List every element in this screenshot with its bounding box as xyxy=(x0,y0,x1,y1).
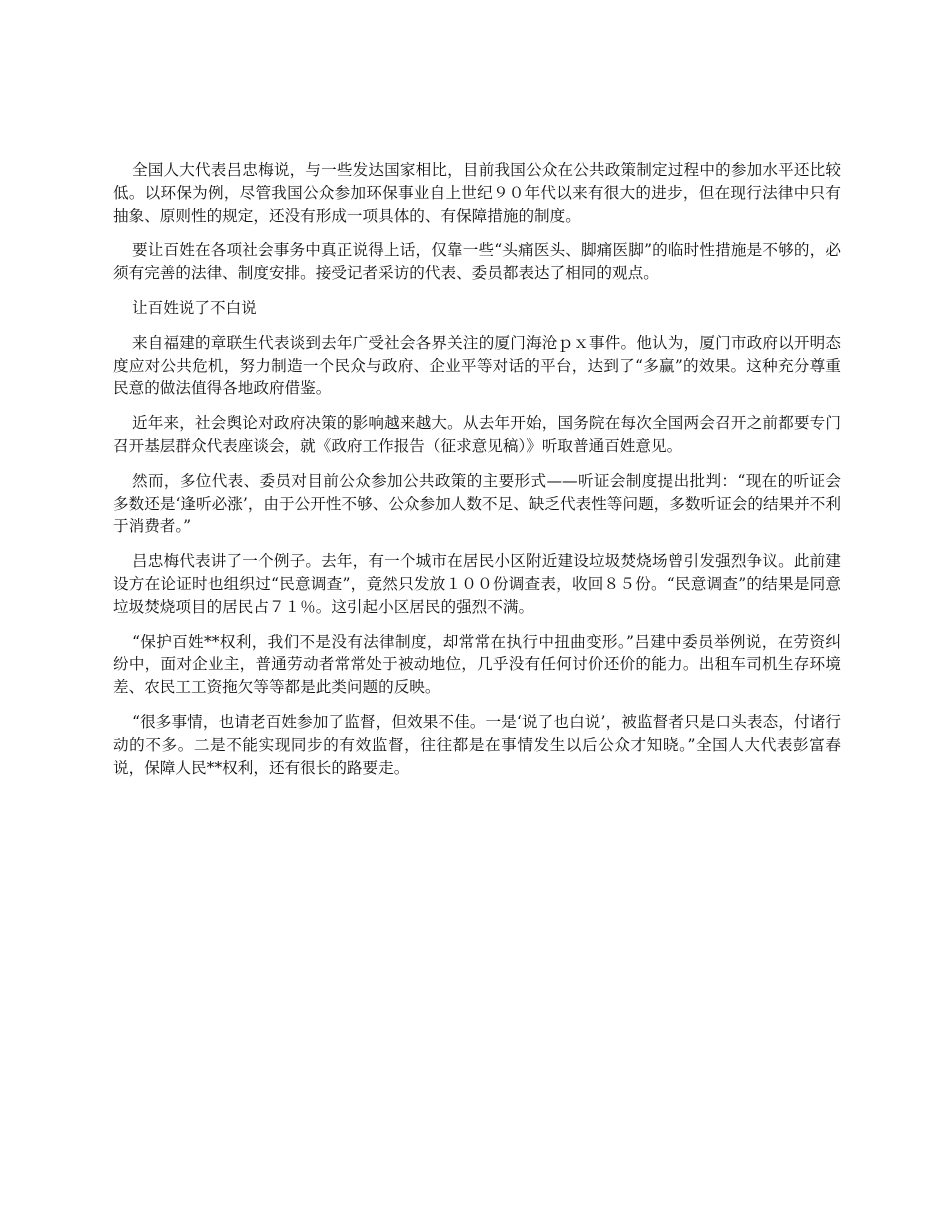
paragraph: 来自福建的章联生代表谈到去年广受社会各界关注的厦门海沧ｐｘ事件。他认为，厦门市政府以开明态度应对公共危机，努力制造一个民众与政府、企业平等对话的平台，达到了“多赢”的效果。这种充分尊重民意的做法值得各地政府借鉴。 xyxy=(113,333,841,398)
paragraph: “保护百姓**权利，我们不是没有法律制度，却常常在执行中扭曲变形。”吕建中委员举例说，在劳资纠纷中，面对企业主，普通劳动者常常处于被动地位，几乎没有任何讨价还价的能力。出租车司机生存环境差、农民工工资拖欠等等都是此类问题的反映。 xyxy=(113,632,841,697)
paragraph: 近年来，社会舆论对政府决策的影响越来越大。从去年开始，国务院在每次全国两会召开之前都要专门召开基层群众代表座谈会，就《政府工作报告（征求意见稿）》听取普通百姓意见。 xyxy=(113,414,841,455)
paragraph: 要让百姓在各项社会事务中真正说得上话，仅靠一些“头痛医头、脚痛医脚”的临时性措施是不够的，必须有完善的法律、制度安排。接受记者采访的代表、委员都表达了相同的观点。 xyxy=(113,241,841,283)
paragraph: 吕忠梅代表讲了一个例子。去年，有一个城市在居民小区附近建设垃圾焚烧场曾引发强烈争议。此前建设方在论证时也组织过“民意调查”，竟然只发放１００份调查表，收回８５份。“民意调查”的结果是同意垃圾焚烧项目的居民占７１％。这引起小区居民的强烈不满。 xyxy=(113,552,841,616)
article-body xyxy=(113,159,841,791)
section-heading: 让百姓说了不白说 xyxy=(132,298,257,317)
paragraph: “很多事情，也请老百姓参加了监督，但效果不佳。一是‘说了也白说’，被监督者只是口头表态，付诸行动的不多。二是不能实现同步的有效监督，往往都是在事情发生以后公众才知晓。”全国人大代表彭富春说，保障人民**权利，还有很长的路要走。 xyxy=(113,712,841,777)
paragraph: 全国人大代表吕忠梅说，与一些发达国家相比，目前我国公众在公共政策制定过程中的参加水平还比较低。以环保为例，尽管我国公众参加环保事业自上世纪９０年代以来有很大的进步，但在现行法律中只有抽象、原则性的规定，还没有形成一项具体的、有保障措施的制度。 xyxy=(113,161,841,225)
paragraph: 然而，多位代表、委员对目前公众参加公共政策的主要形式——听证会制度提出批判：“现在的听证会多数还是‘逢听必涨’，由于公开性不够、公众参加人数不足、缺乏代表性等问题，多数听证会的结果并不利于消费者。” xyxy=(113,471,841,536)
